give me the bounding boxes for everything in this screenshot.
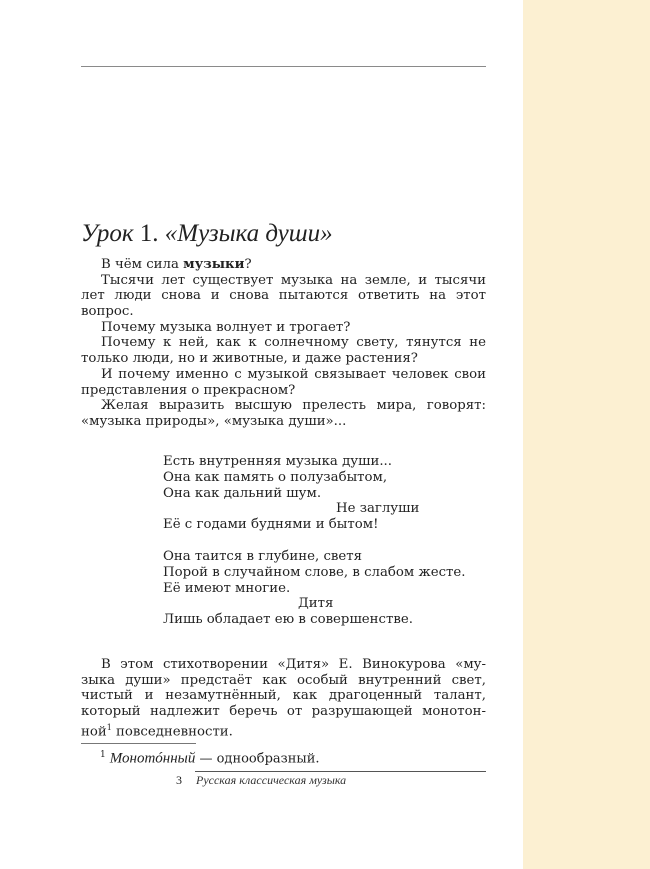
poem-line: Она таится в глубине, светя [163,548,363,564]
footer-rule [195,771,486,772]
paragraph-last-line [81,720,486,740]
poem-line: Она как дальний шум. [163,485,322,501]
paragraph-line: «музыка природы», «музыка души»... [81,413,347,429]
footnote-term: Монотóнный [109,750,196,767]
header-rule [81,66,486,67]
paragraph-line: В этом стихотворении «Дитя» Е. Винокурова «му- [101,657,486,672]
paragraph-line: Желая выразить высшую прелесть мира, говорят: [101,398,486,414]
stanza-break [163,533,465,549]
intro-question [81,257,486,273]
page-number: 3 [176,773,182,787]
footnote-rule [81,743,196,744]
body-text [81,257,486,430]
side-margin-panel [523,0,650,869]
paragraph-line: который надлежит беречь от разрушающей монотон- [81,704,486,720]
paragraph-line: зыка души» предстаёт как особый внутренний свет, [81,672,486,688]
title-number: 1. [139,220,159,247]
paragraph-line: И почему именно с музыкой связывает человек свои [101,366,486,382]
poem-line: Её с годами буднями и бытом! [163,517,379,533]
poem [163,454,465,628]
poem-line: Порой в случайном слове, в слабом жесте. [163,564,466,580]
poem-line: Лишь обладает ею в совершенстве. [163,612,413,628]
paragraph-line: Тысячи лет существует музыка на земле, и тысячи [101,272,486,288]
footnote-definition: — однообразный. [195,751,320,767]
footnote-ref[interactable]: 1 [106,722,112,732]
paragraph-line: только люди, но и животные, и даже растения? [81,351,418,367]
paragraph-line: лет люди снова и снова пытаются ответить на этот [81,288,486,304]
title-text: «Музыка души» [158,220,333,247]
question-bold: музыки [183,257,245,272]
paragraph-line: вопрос. [81,304,134,320]
lesson-title [81,220,333,248]
question-text: В чём сила [101,257,184,272]
closing-paragraph [81,657,486,740]
title-prefix: Урок [81,220,140,247]
poem-line: Не заглуши [336,501,420,517]
text: ной [81,724,107,740]
footnote-mark: 1 [100,750,106,760]
question-mark: ? [244,257,252,272]
paragraph-line: чистый и незамутнённый, как драгоценный талант, [81,688,486,704]
text: повседневности. [111,724,233,740]
poem-line: Дитя [298,596,334,612]
paragraph-line: представления о прекрасном? [81,382,296,398]
poem-line: Её имеют многие. [163,580,291,596]
poem-line: Она как память о полузабытом, [163,469,388,485]
footnote [100,750,320,767]
running-title: Русская классическая музыка [196,773,347,787]
paragraph-line: Почему музыка волнует и трогает? [101,319,351,335]
paragraph-line: Почему к ней, как к солнечному свету, тянутся не [101,335,486,351]
poem-line: Есть внутренняя музыка души... [163,454,392,469]
